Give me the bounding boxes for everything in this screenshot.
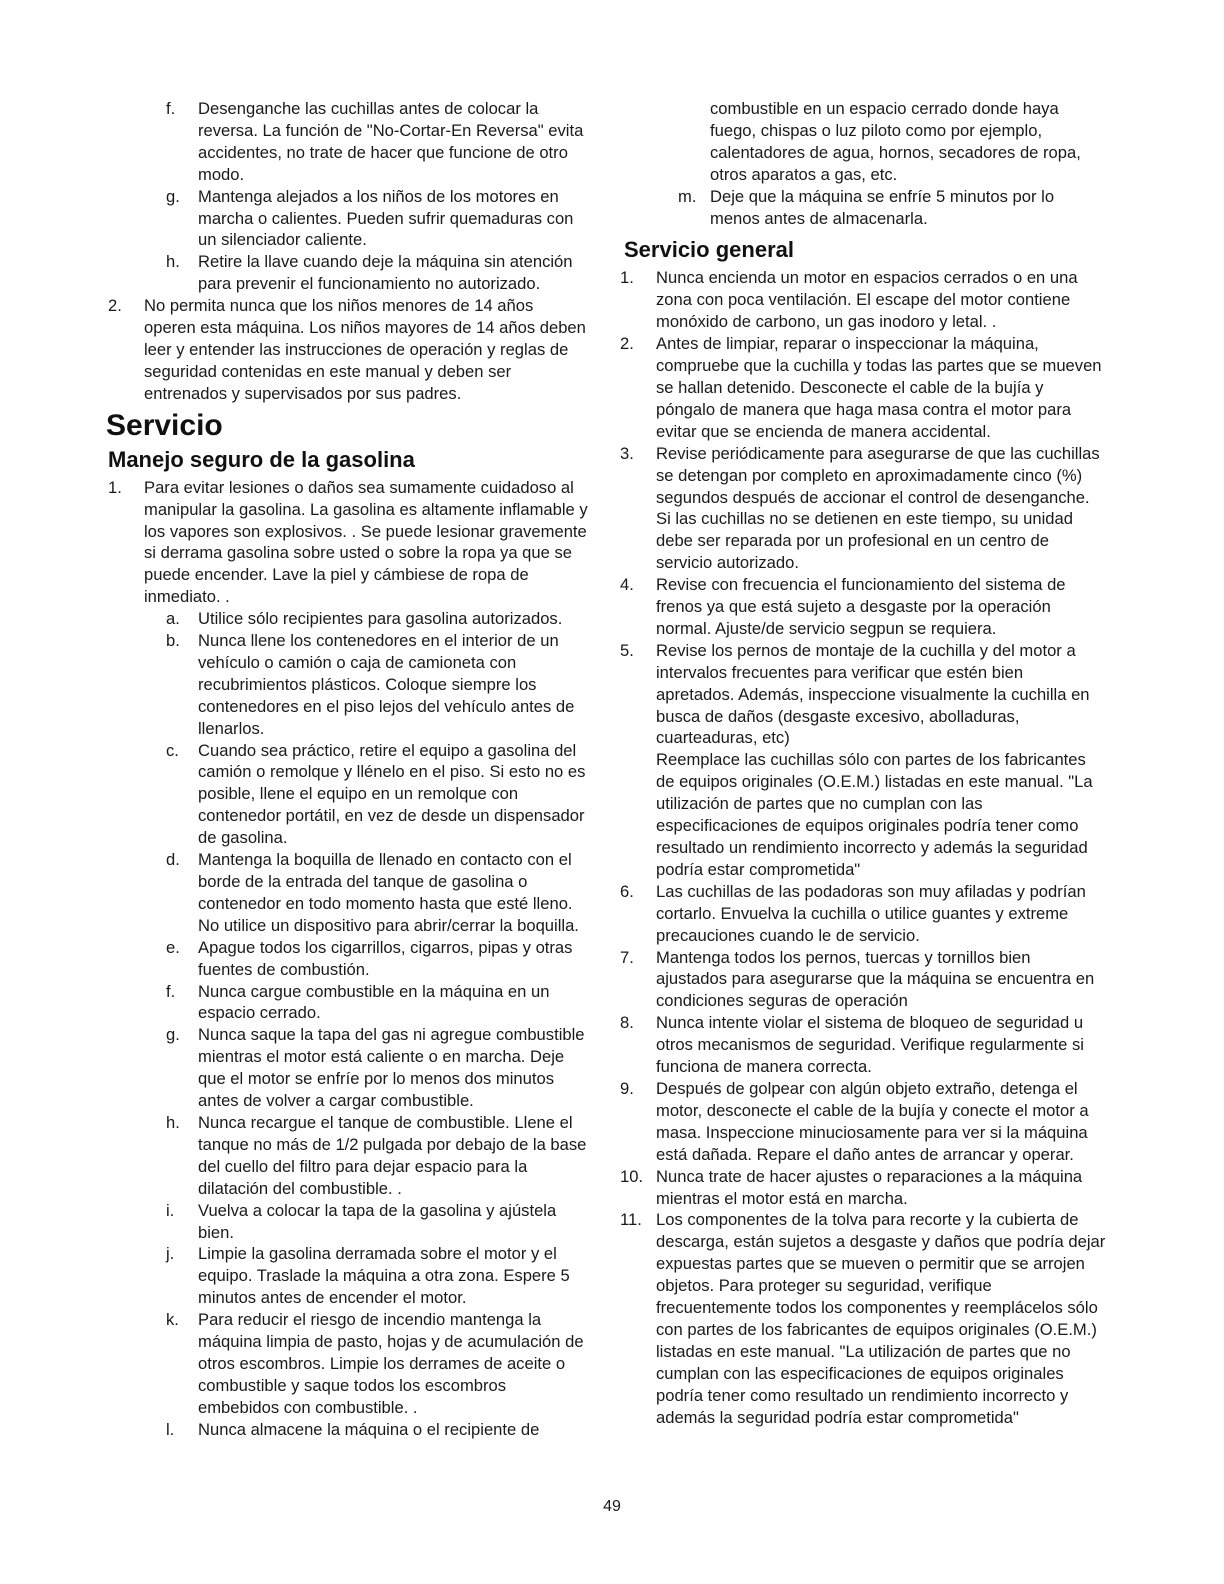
item-text: Mantenga todos los pernos, tuercas y tornillos bien ajustados para asegurarse que la máquina se encuentra en condiciones seguras de operación	[656, 947, 1095, 1011]
item-text: No permita nunca que los niños menores de 14 años operen esta máquina. Los niños mayores de 14 años deben leer y entender las instrucciones de operación y reglas de seguridad contenidas en este manual y deben ser entrenados y supervisados por sus padres.	[144, 296, 586, 403]
item-text: Revise los pernos de montaje de la cuchilla y del motor a intervalos frecuentes para verificar que estén bien apretados. Además, inspeccione visualmente la cuchilla en busca de daños (desgaste excesivo, abolladuras, cuarteaduras, etc)	[656, 640, 1090, 748]
item-label: h.	[166, 252, 180, 272]
list-item	[620, 1209, 1106, 1428]
list-item	[108, 981, 588, 1025]
item-number: 8.	[620, 1013, 634, 1033]
item-text: Desenganche las cuchillas antes de colocar la reversa. La función de "No-Cortar-En Reversa" evita accidentes, no trate de hacer que funcione de otro modo.	[198, 99, 584, 184]
item-label: f.	[166, 981, 176, 1001]
item-number: 7.	[620, 947, 634, 967]
item-text: Nunca encienda un motor en espacios cerrados o en una zona con poca ventilación. El escape del motor contiene monóxido de carbono, un gas inodoro y letal. .	[656, 268, 1078, 332]
item-text: Después de golpear con algún objeto extraño, detenga el motor, desconecte el cable de la bujía y conecte el motor a masa. Inspeccione minuciosamente para ver si la máquina está dañada. Repare el daño antes de arrancar y operar.	[656, 1078, 1089, 1164]
list-item	[620, 1078, 1106, 1166]
item-label: c.	[166, 740, 179, 760]
list-item	[620, 574, 1106, 640]
item-text: Cuando sea práctico, retire el equipo a gasolina del camión o remolque y llénelo en el piso. Si esto no es posible, llene el equipo en un remolque con contenedor portátil, en vez de desde un dispensador de gasolina.	[198, 740, 586, 848]
item-text: Retire la llave cuando deje la máquina sin atención para prevenir el funcionamiento no autorizado.	[198, 252, 573, 294]
list-item	[108, 1200, 588, 1244]
item-label: g.	[166, 1025, 180, 1045]
list-item	[620, 443, 1106, 574]
right-column	[620, 98, 1106, 1428]
item-text: Utilice sólo recipientes para gasolina autorizados.	[198, 609, 563, 629]
item-text: Los componentes de la tolva para recorte y la cubierta de descarga, están sujetos a desgaste y daños que podría dejar expuestas partes que se mueven o permitir que se arrojen objetos. Para proteger su seguridad, verifique frecuentemente todos los componentes y reemplácelos sólo con partes de los fabricantes de equipos originales (O.E.M.) listadas en este manual. "La utilización de partes que no cumplan con las especificaciones de equipos originales podría tener como resultado un rendimiento incorrecto y además la seguridad podría estar comprometida"	[656, 1210, 1106, 1427]
item-number: 1.	[108, 477, 122, 497]
item-text: Nunca almacene la máquina o el recipiente de	[198, 1419, 540, 1439]
item-label: j.	[166, 1244, 175, 1264]
item-text: Revise con frecuencia el funcionamiento del sistema de frenos ya que está sujeto a desgaste por la operación normal. Ajuste/de servicio segpun se requiera.	[656, 575, 1066, 638]
list-item	[620, 267, 1106, 333]
list-item	[620, 640, 1106, 881]
item-number: 6.	[620, 881, 634, 901]
item-label: g.	[166, 186, 180, 206]
item-text: Revise periódicamente para asegurarse de que las cuchillas se detengan por completo en aproximadamente cinco (%) segundos después de accionar el control de desenganche. Si las cuchillas no se detienen en este tiempo, su unidad debe ser reparada por un profesional en un centro de servicio autorizado.	[656, 443, 1100, 573]
item-number: 2.	[620, 334, 634, 354]
item-number: 9.	[620, 1078, 634, 1098]
item-number: 3.	[620, 443, 634, 463]
list-item	[108, 740, 588, 850]
list-item	[108, 186, 588, 252]
item-text: Antes de limpiar, reparar o inspeccionar la máquina, compruebe que la cuchilla y todas las partes que se mueven se hallan detenido. Desconecte el cable de la bujía y póngalo de manera que haga masa contra el motor para evitar que se encienda de manera accidental.	[656, 334, 1102, 441]
list-item	[108, 1243, 588, 1309]
list-item	[108, 1112, 588, 1200]
list-item	[108, 937, 588, 981]
item-text: Las cuchillas de las podadoras son muy afiladas y podrían cortarlo. Envuelva la cuchilla o utilice guantes y extreme precauciones cuando le de servicio.	[656, 881, 1086, 945]
item-text: Deje que la máquina se enfríe 5 minutos por lo menos antes de almacenarla.	[710, 186, 1055, 228]
item-text: Nunca recargue el tanque de combustible. Llene el tanque no más de 1/2 pulgada por debajo de la base del cuello del filtro para dejar espacio para la dilatación del combustible. .	[198, 1112, 587, 1198]
list-item	[620, 1012, 1106, 1078]
list-item	[108, 849, 588, 937]
item-text: Limpie la gasolina derramada sobre el motor y el equipo. Traslade la máquina a otra zona. Espere 5 minutos antes de encender el motor.	[198, 1244, 570, 1308]
section-heading: Servicio	[106, 408, 223, 442]
item-label: k.	[166, 1310, 179, 1330]
item-label: e.	[166, 937, 180, 957]
left-column	[108, 98, 588, 1441]
subsection-heading: Servicio general	[624, 237, 794, 263]
item-label: d.	[166, 850, 180, 870]
continued-text: combustible en un espacio cerrado donde haya fuego, chispas o luz piloto como por ejemplo, calentadores de agua, hornos, secadores de ropa, otros aparatos a gas, etc.	[710, 99, 1081, 184]
list-item	[108, 295, 588, 405]
list-item	[108, 1024, 588, 1112]
list-item	[620, 881, 1106, 947]
list-item	[620, 333, 1106, 443]
item-number: 11.	[620, 1210, 642, 1230]
item-label: m.	[678, 186, 697, 206]
item-text: Para reducir el riesgo de incendio mantenga la máquina limpia de pasto, hojas y de acumulación de otros escombros. Limpie los derrames de aceite o combustible y saque todos los escombros embebidos con combustible. .	[198, 1310, 584, 1417]
item-label: b.	[166, 631, 180, 651]
list-item	[108, 1419, 588, 1441]
item-text: Nunca cargue combustible en la máquina en un espacio cerrado.	[198, 981, 550, 1023]
list-item	[620, 186, 1106, 230]
item-text: Nunca trate de hacer ajustes o reparaciones a la máquina mientras el motor está en marcha.	[656, 1166, 1083, 1208]
item-text: Vuelva a colocar la tapa de la gasolina y ajústela bien.	[198, 1200, 557, 1242]
item-number: 5.	[620, 640, 634, 660]
item-label: a.	[166, 609, 180, 629]
list-item	[108, 251, 588, 295]
item-text: Nunca saque la tapa del gas ni agregue combustible mientras el motor está caliente o en marcha. Deje que el motor se enfríe por lo menos dos minutos antes de volver a cargar combustible.	[198, 1025, 585, 1111]
item-text: Nunca llene los contenedores en el interior de un vehículo o camión o caja de camioneta con recubrimientos plásticos. Coloque siempre los contenedores en el piso lejos del vehículo antes de llenarlos.	[198, 631, 575, 738]
item-number: 10.	[620, 1166, 644, 1186]
list-item	[620, 947, 1106, 1013]
item-text: Apague todos los cigarrillos, cigarros, pipas y otras fuentes de combustión.	[198, 937, 573, 979]
item-text-continued: Reemplace las cuchillas sólo con partes de los fabricantes de equipos originales (O.E.M.) listadas en este manual. "La utilización de partes que no cumplan con las especificaciones de equipos originales podría tener como resultado un rendimiento incorrecto y además la seguridad podría estar comprometida"	[656, 750, 1093, 879]
item-number: 1.	[620, 268, 634, 288]
item-text: Mantenga alejados a los niños de los motores en marcha o calientes. Pueden sufrir quemaduras con un silenciador caliente.	[198, 186, 574, 250]
list-item	[108, 98, 588, 186]
list-item	[108, 477, 588, 608]
item-number: 2.	[108, 296, 122, 316]
item-text: Nunca intente violar el sistema de bloqueo de seguridad u otros mecanismos de seguridad. Verifique regularmente si funciona de manera correcta.	[656, 1013, 1084, 1077]
list-item	[620, 1166, 1106, 1210]
item-text: Para evitar lesiones o daños sea sumamente cuidadoso al manipular la gasolina. La gasolina es altamente inflamable y los vapores son explosivos. . Se puede lesionar gravemente si derrama gasolina sobre usted o sobre la ropa ya que se puede encender. Lave la piel y cámbiese de ropa de inmediato. .	[144, 477, 588, 607]
subsection-heading: Manejo seguro de la gasolina	[108, 446, 415, 472]
page-number: 49	[603, 1498, 621, 1515]
item-text: Mantenga la boquilla de llenado en contacto con el borde de la entrada del tanque de gasolina o contenedor en todo momento hasta que esté lleno. No utilice un dispositivo para abrir/cerrar la boquilla.	[198, 850, 579, 935]
item-number: 4.	[620, 575, 634, 595]
item-label: l.	[166, 1419, 175, 1439]
list-item	[108, 608, 588, 630]
item-label: i.	[166, 1200, 175, 1220]
list-item	[108, 1309, 588, 1419]
item-label: h.	[166, 1112, 180, 1132]
list-item	[108, 630, 588, 740]
item-label: f.	[166, 99, 176, 118]
